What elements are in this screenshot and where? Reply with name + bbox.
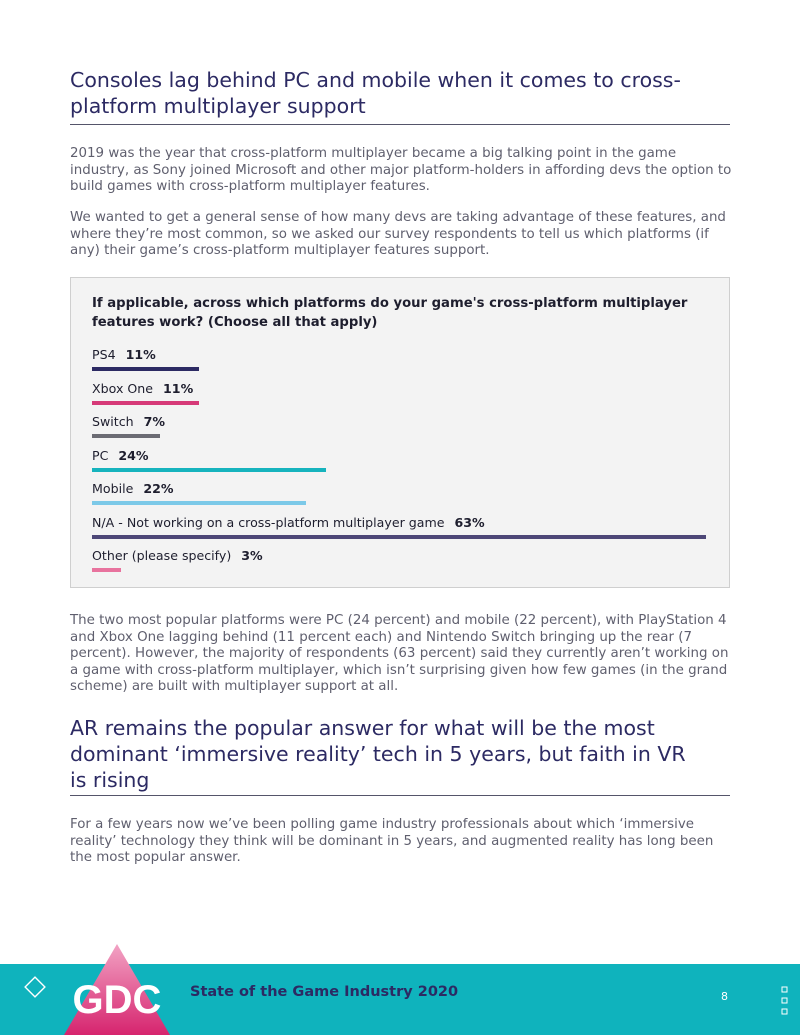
survey-paragraph: We wanted to get a general sense of how many devs are taking advantage of these features, and where they’re most common, so we asked our survey respondents to tell us which platforms (if any) their game’s cross-platform multiplayer features support. bbox=[70, 210, 726, 259]
bar bbox=[92, 501, 306, 505]
bar-label bbox=[92, 414, 165, 430]
bar-value-label: 3% bbox=[241, 548, 263, 563]
logo-text: GDC bbox=[72, 978, 162, 1022]
gdc-logo bbox=[62, 942, 172, 1035]
bar-category: PS4 bbox=[92, 347, 116, 362]
bar bbox=[92, 568, 121, 572]
bar-value-label: 11% bbox=[163, 380, 194, 396]
heading-divider-2 bbox=[70, 795, 730, 796]
bar-label bbox=[92, 448, 149, 464]
bar bbox=[92, 535, 706, 539]
bar-category: Switch bbox=[92, 414, 134, 429]
immersive-paragraph: For a few years now we’ve been polling game industry professionals about which ‘immersive reality’ technology they think will be dominant in 5 years, and augmented reality has long been the most popular answer. bbox=[70, 817, 714, 866]
page-number: 8 bbox=[721, 990, 728, 1003]
bar-category: Other (please specify) bbox=[92, 548, 232, 563]
bar-category: Mobile bbox=[92, 481, 134, 496]
section-heading-crossplatform: Consoles lag behind PC and mobile when it comes to cross-platform multiplayer support bbox=[70, 68, 681, 118]
bar-label bbox=[92, 381, 193, 397]
bar-category: N/A - Not working on a cross-platform multiplayer game bbox=[92, 514, 445, 530]
chart-title: If applicable, across which platforms do your game's cross-platform multiplayer features work? (Choose all that apply) bbox=[92, 296, 688, 330]
bar-value-label: 24% bbox=[118, 447, 149, 463]
squares-decoration-icon bbox=[778, 986, 790, 1020]
heading-divider bbox=[70, 124, 730, 125]
bar bbox=[92, 468, 326, 472]
bar-label bbox=[92, 548, 263, 564]
bar-category: PC bbox=[92, 447, 109, 463]
diamond-outline-icon bbox=[22, 974, 48, 1000]
intro-paragraph: 2019 was the year that cross-platform multiplayer became a big talking point in the game industry, as Sony joined Microsoft and other major platform-holders in affording devs the option to build games with cross-platform multiplayer features. bbox=[70, 146, 732, 195]
bar-label bbox=[92, 347, 156, 363]
bar bbox=[92, 434, 160, 438]
footer-title: State of the Game Industry 2020 bbox=[190, 984, 459, 1000]
bar bbox=[92, 401, 199, 405]
bar-value-label: 63% bbox=[454, 514, 485, 530]
bar-value-label: 11% bbox=[125, 347, 156, 362]
footer-bar bbox=[0, 964, 800, 1035]
bar-value-label: 22% bbox=[143, 481, 174, 496]
bar-label bbox=[92, 481, 173, 497]
section-heading-immersive: AR remains the popular answer for what will be the most dominant ‘immersive reality’ tech in 5 years, but faith in VR is rising bbox=[70, 716, 686, 792]
bar-value-label: 7% bbox=[143, 414, 166, 429]
bar bbox=[92, 367, 199, 371]
chart-panel bbox=[70, 277, 730, 588]
results-paragraph: The two most popular platforms were PC (24 percent) and mobile (22 percent), with PlayStation 4 and Xbox One lagging behind (11 percent each) and Nintendo Switch bringing up the rear (7 percent). However, the majority of respondents (63 percent) said they currently aren’t working on a game with cross-platform multiplayer, which isn’t surprising given how few games (in the grand scheme) are built with multiplayer support at all. bbox=[70, 613, 729, 695]
bar-label bbox=[92, 515, 485, 531]
bar-category: Xbox One bbox=[92, 380, 154, 396]
